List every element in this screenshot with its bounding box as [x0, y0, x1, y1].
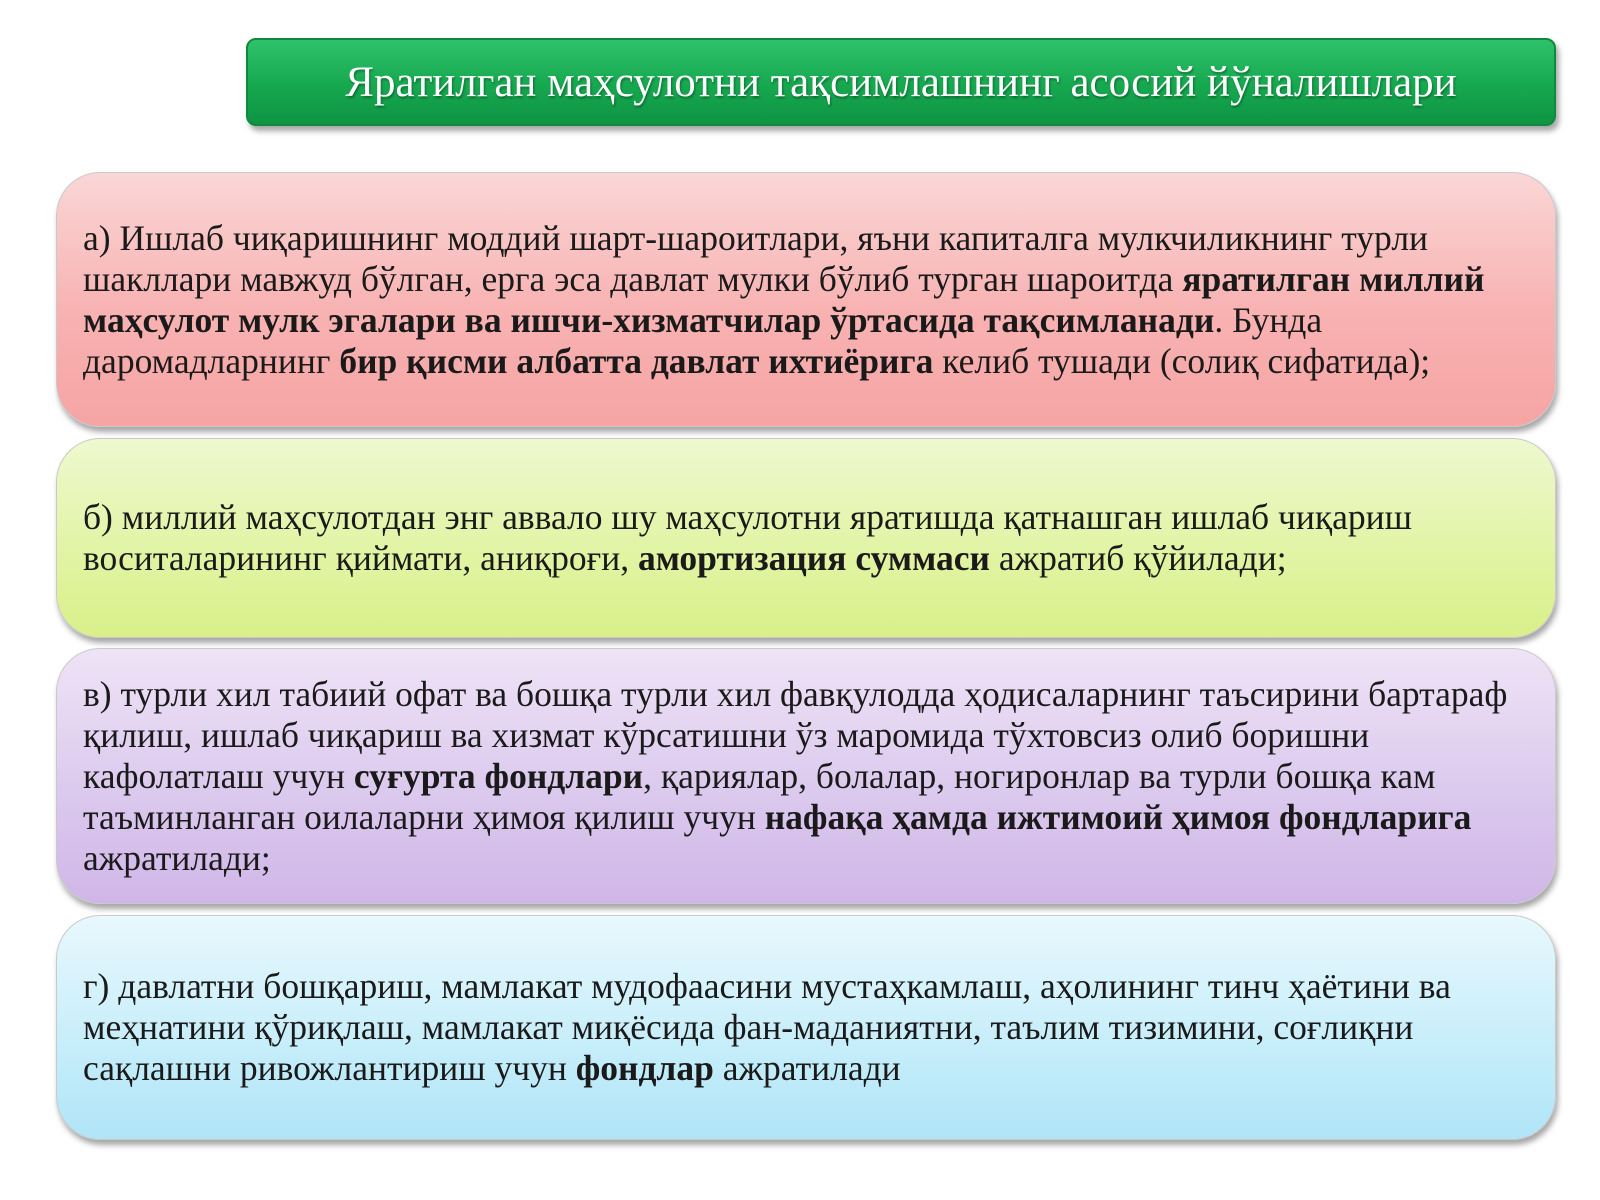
item-d-bold-1: фондлар [575, 1048, 714, 1088]
item-b-text-1: б) миллий маҳсулотдан энг аввало шу маҳсулотни яратишда қатнашган ишлаб чиқариш воситаларининг қиймати, аниқроғи, [83, 497, 1412, 578]
item-b-box [56, 438, 1556, 638]
item-c-text [83, 674, 1527, 879]
item-b-bold-1: амортизация суммаси [637, 538, 990, 578]
item-a-text-2: . Бунда даромадларнинг [83, 299, 1323, 381]
item-d-text-1: г) давлатни бошқариш, мамлакат мудофаасини мустаҳкамлаш, аҳолининг тинч ҳаётини ва меҳнатини қўриқлаш, мамлакат миқёсида фан-маданиятни, таълим тизимини, соғлиқни сақлашни ривожлантириш учун [83, 966, 1451, 1088]
item-b-text [83, 497, 1527, 579]
item-c-text-2: , қариялар, болалар, ногиронлар ва турли бошқа кам таъминланган оилаларни ҳимоя қилиш учун [83, 755, 1436, 837]
item-b-text-2: ажратиб қўйилади; [990, 538, 1287, 578]
title-banner [246, 38, 1556, 126]
item-c-box [56, 648, 1556, 904]
item-a-box [56, 172, 1556, 427]
item-d-box [56, 915, 1556, 1140]
item-c-text-3: ажратилади; [83, 837, 271, 878]
item-c-bold-1: суғурта фондлари [353, 755, 644, 796]
item-c-bold-2: нафақа ҳамда ижтимоий ҳимоя фондларига [764, 796, 1472, 837]
item-a-text [83, 218, 1527, 382]
item-d-text-2: ажратилади [713, 1048, 901, 1088]
item-a-bold-2: бир қисми албатта давлат ихтиёрига [339, 340, 934, 381]
item-a-text-3: келиб тушади (солиқ сифатида); [933, 340, 1431, 381]
item-a-text-1: а) Ишлаб чиқаришнинг моддий шарт-шароитлари, яъни капиталга мулкчиликнинг турли шакллари мавжуд бўлган, ерга эса давлат мулки бўлиб турган шароитда [83, 217, 1429, 299]
item-c-text-1: в) турли хил табиий офат ва бошқа турли хил фавқулодда ҳодисаларнинг таъсирини бартараф қилиш, ишлаб чиқариш ва хизмат кўрсатишни ўз маромида тўхтовсиз олиб боришни кафолатлаш учун [83, 673, 1508, 796]
item-d-text [83, 966, 1527, 1089]
item-a-bold-1: яратилган миллий маҳсулот мулк эгалари ва ишчи-хизматчилар ўртасида тақсимланади [83, 258, 1485, 340]
page-title: Яратилган маҳсулотни тақсимлашнинг асосий йўналишлари [345, 58, 1457, 106]
